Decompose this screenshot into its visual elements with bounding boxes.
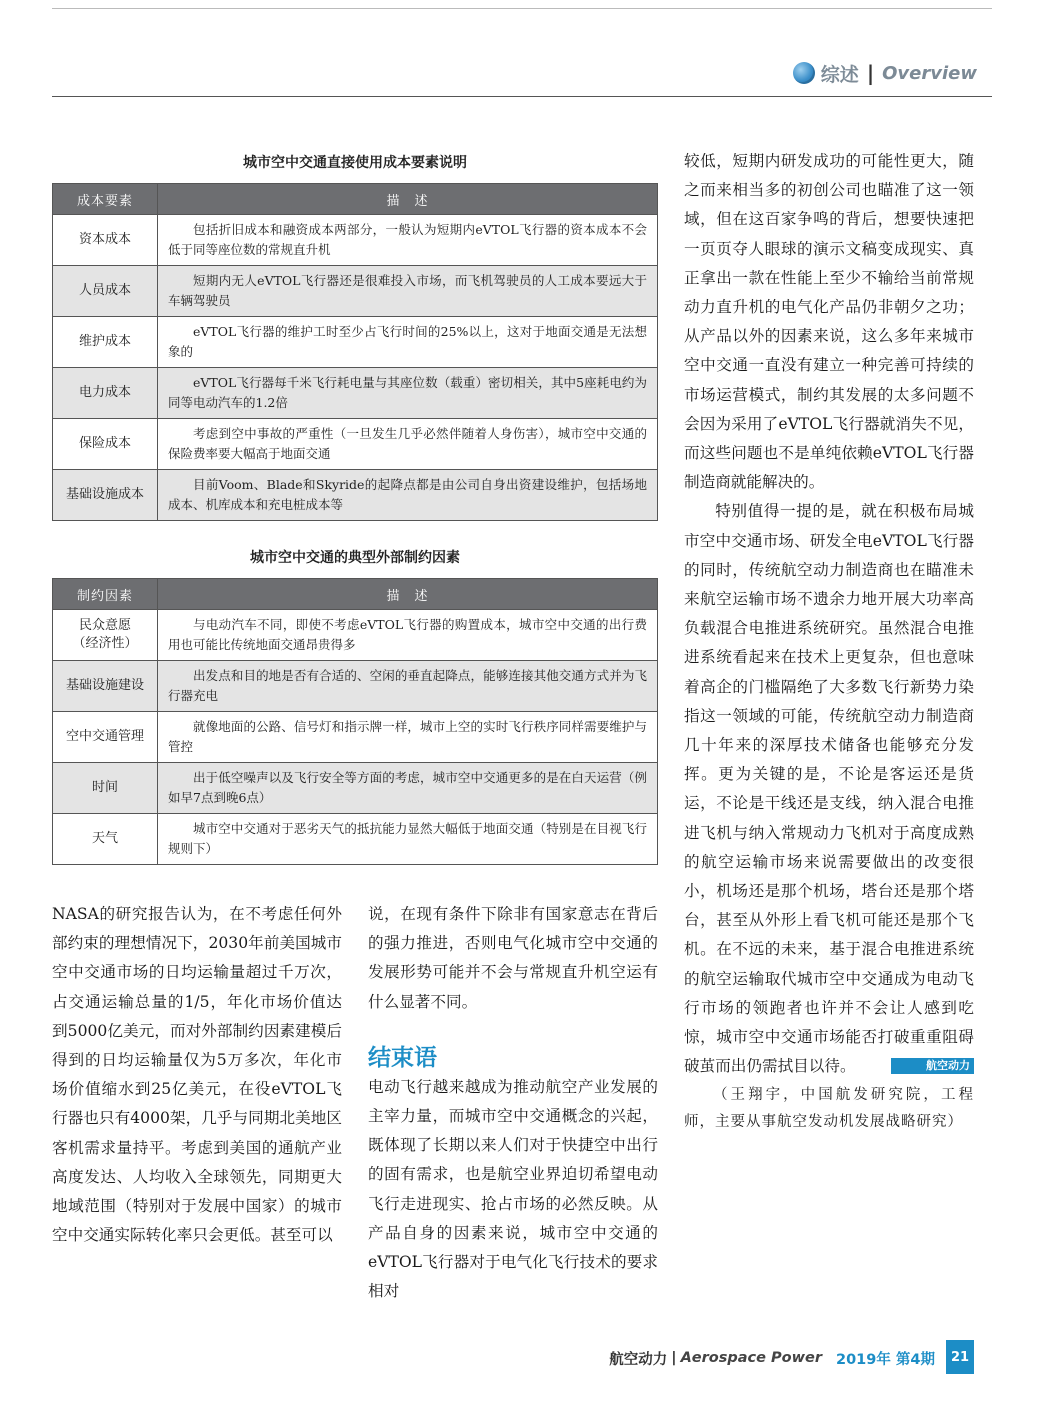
table-row: [53, 266, 658, 317]
table-cell-desc: 城市空中交通对于恶劣天气的抵抗能力显然大幅低于地面交通（特别是在目视飞行规则下）: [158, 814, 658, 865]
issue-label: 2019年 第4期: [836, 1351, 935, 1368]
table-cell-factor: 维护成本: [53, 317, 158, 368]
journal-name-cn: 航空动力: [609, 1351, 668, 1368]
body-paragraph: 较低，短期内研发成功的可能性更大，随之而来相当多的初创公司也瞄准了这一领域，但在这百家争鸣的背后，想要快速把一页页夺人眼球的演示文稿变成现实、真正拿出一款在性能上至少不输给当前常规动力直升机的电气化产品仍非朝夕之功；从产品以外的因素来说，这么多年来城市空中交通一直没有建立一种完善可持续的市场运营模式，制约其发展的太多问题不会因为采用了eVTOL飞行器就消失不见，而这些问题也不是单纯依赖eVTOL飞行器制造商就能解决的。: [684, 152, 974, 492]
table-cell-factor: 基础设施成本: [53, 470, 158, 521]
table-cell-factor: 时间: [53, 763, 158, 814]
table-cell-factor: 空中交通管理: [53, 712, 158, 763]
journal-end-badge: 航空动力: [891, 1058, 974, 1074]
journal-name-en: Aerospace Power: [680, 1350, 822, 1366]
table-header-factor: 制约因素: [53, 579, 158, 610]
table-header-row: [53, 184, 658, 215]
table-cell-factor: 人员成本: [53, 266, 158, 317]
table-row: [53, 368, 658, 419]
table-cell-desc: 目前Voom、Blade和Skyride的起降点都是由公司自身出资建设维护，包括场地成本、机库成本和充电桩成本等: [158, 470, 658, 521]
table-cell-factor: 电力成本: [53, 368, 158, 419]
table2-title: 城市空中交通的典型外部制约因素: [250, 550, 460, 566]
table-cell-factor: 天气: [53, 814, 158, 865]
table-header-desc: 描 述: [158, 184, 658, 215]
body-paragraph-text: 特别值得一提的是，就在积极布局城市空中交通市场、研发全电eVTOL飞行器的同时，传统航空动力制造商也在瞄准未来航空运输市场不遗余力地开展大功率高负载混合电推进系统研究。虽然混合电推进系统看起来在技术上更复杂，但也意味着高企的门槛隔绝了大多数飞行新势力染指这一领域的可能，传统航空动力制造商几十年来的深厚技术储备也能够充分发挥。更为关键的是，不论是客运还是货运，不论是干线还是支线，纳入混合电推进飞机与纳入常规动力飞机对于高度成熟的航空运输市场来说需要做出的改变很小，机场还是那个机场，塔台还是那个塔台，甚至从外形上看飞机可能还是那个飞机。在不远的未来，基于混合电推进系统的航空运输取代城市空中交通成为电动飞行市场的领跑者也许并不会让人感到吃惊，城市空中交通市场能否打破重重阻碍破茧而出仍需拭目以待。: [684, 502, 974, 1076]
globe-icon: [793, 62, 815, 84]
table-row: [53, 317, 658, 368]
section-title-en: Overview: [882, 62, 977, 84]
table-cell-desc: 包括折旧成本和融资成本两部分，一般认为短期内eVTOL飞行器的资本成本不会低于同等座位数的常规直升机: [158, 215, 658, 266]
table-cell-desc: 与电动汽车不同，即使不考虑eVTOL飞行器的购置成本，城市空中交通的出行费用也可能比传统地面交通昂贵得多: [158, 610, 658, 661]
section-title-cn: 综述: [820, 63, 859, 86]
cost-elements-table: [52, 183, 658, 521]
body-paragraph: 说，在现有条件下除非有国家意志在背后的强力推进，否则电气化城市空中交通的发展形势可能并不会与常规直升机空运有什么显著不同。: [368, 905, 658, 1011]
table-row: [53, 661, 658, 712]
page-number: 21: [946, 1340, 974, 1374]
right-column: [684, 147, 974, 1136]
middle-column: [368, 900, 658, 1306]
section-header: [793, 58, 977, 88]
table-cell-factor: 基础设施建设: [53, 661, 158, 712]
conclusion-heading: 结束语: [368, 1044, 437, 1071]
body-paragraph: NASA的研究报告认为，在不考虑任何外部约束的理想情况下，2030年前美国城市空中交通市场的日均运输量超过千万次，占交通运输总量的1/5，年化市场价值达到5000亿美元，而对外部制约因素建模后得到的日均运输量仅为5万多次，年化市场价值缩水到25亿美元，在役eVTOL飞行器也只有4000架，几乎与同期北美地区客机需求量持平。考虑到美国的通航产业高度发达、人均收入全球领先，同期更大地域范围（特别对于发展中国家）的城市空中交通实际转化率只会更低。甚至可以: [52, 905, 342, 1245]
header-rule: [52, 96, 992, 97]
table-row: [53, 712, 658, 763]
table-cell-desc: 就像地面的公路、信号灯和指示牌一样，城市上空的实时飞行秩序同样需要维护与管控: [158, 712, 658, 763]
table1-title: 城市空中交通直接使用成本要素说明: [243, 155, 467, 171]
table-cell-desc: 短期内无人eVTOL飞行器还是很难投入市场，而飞机驾驶员的人工成本要远大于车辆驾驶员: [158, 266, 658, 317]
body-paragraph: 电动飞行越来越成为推动航空产业发展的主宰力量，而城市空中交通概念的兴起，既体现了长期以来人们对于快捷空中出行的固有需求，也是航空业界迫切希望电动飞行走进现实、抢占市场的必然反映。从产品自身的因素来说，城市空中交通的eVTOL飞行器对于电气化飞行技术的要求相对: [368, 1077, 658, 1301]
table-row: [53, 470, 658, 521]
table-row: [53, 814, 658, 865]
table-row: [53, 610, 658, 661]
table-cell-desc: 出发点和目的地是否有合适的、空闲的垂直起降点，能够连接其他交通方式并为飞行器充电: [158, 661, 658, 712]
table-row: [53, 419, 658, 470]
left-column: [52, 900, 342, 1250]
header-separator: |: [866, 61, 875, 85]
table-cell-desc: eVTOL飞行器的维护工时至少占飞行时间的25%以上，这对于地面交通是无法想象的: [158, 317, 658, 368]
table-cell-factor: 资本成本: [53, 215, 158, 266]
page-footer: [609, 1345, 935, 1371]
table-cell-desc: 出于低空噪声以及飞行安全等方面的考虑，城市空中交通更多的是在白天运营（例如早7点到晚6点）: [158, 763, 658, 814]
author-note: （王翔宇，中国航发研究院，工程师，主要从事航空发动机发展战略研究）: [684, 1086, 974, 1130]
table-cell-desc: 考虑到空中事故的严重性（一旦发生几乎必然伴随着人身伤害），城市空中交通的保险费率要大幅高于地面交通: [158, 419, 658, 470]
table-header-desc: 描 述: [158, 579, 658, 610]
table-header-factor: 成本要素: [53, 184, 158, 215]
table-cell-factor: 保险成本: [53, 419, 158, 470]
body-paragraph: [684, 497, 974, 1081]
external-constraints-table: [52, 578, 658, 865]
table-row: [53, 763, 658, 814]
footer-separator: |: [671, 1350, 677, 1366]
table-header-row: [53, 579, 658, 610]
table-cell-factor: 民众意愿 （经济性）: [53, 610, 158, 661]
table-cell-desc: eVTOL飞行器每千米飞行耗电量与其座位数（载重）密切相关，其中5座耗电约为同等电动汽车的1.2倍: [158, 368, 658, 419]
top-rule: [52, 8, 992, 9]
table-row: [53, 215, 658, 266]
